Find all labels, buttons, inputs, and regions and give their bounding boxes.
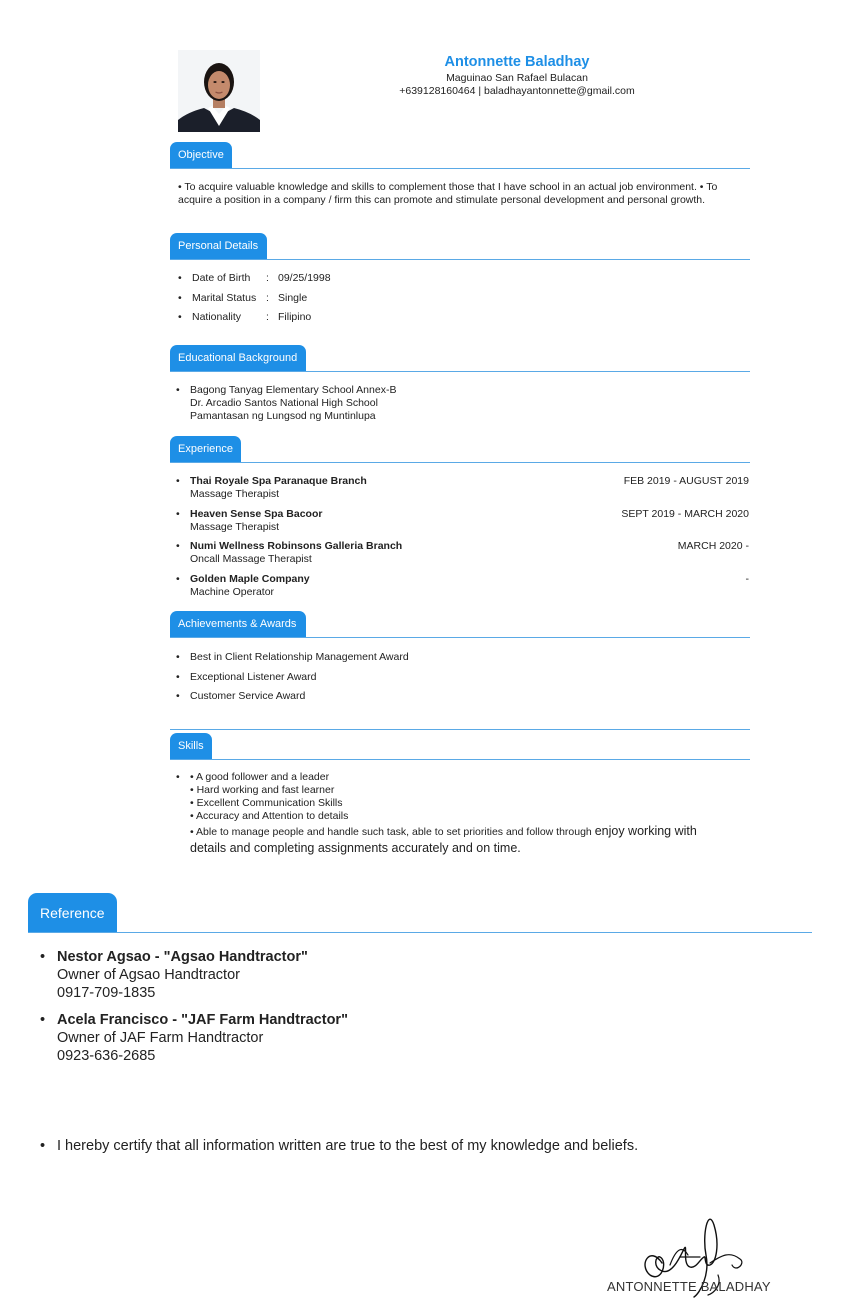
experience-title: Experience [170,436,241,462]
list-item: • Customer Service Award [170,690,670,703]
job-date: - [745,572,749,585]
skill-text-large: enjoy working with [594,824,697,838]
list-item [170,540,749,566]
school-name: Dr. Arcadio Santos National High School [190,397,378,409]
skill-line: • Excellent Communication Skills [190,797,343,809]
skills-list [170,771,750,856]
education-title: Educational Background [170,345,306,371]
profile-photo [178,50,260,132]
skills-header [170,729,750,761]
school-name: • Bagong Tanyag Elementary School Annex-B [190,384,397,396]
skill-line: • • A good follower and a leader [190,771,330,783]
section-divider [170,637,750,638]
skill-line: • Hard working and fast learner [190,784,335,796]
job-role: Oncall Massage Therapist [190,553,312,565]
company-name: • Numi Wellness Robinsons Galleria Branch [190,540,403,552]
reference-title: Reference [28,893,117,933]
detail-label: Date of Birth [192,272,251,284]
skill-text-small: • Able to manage people and handle such task, able to set priorities and follow through [190,826,592,838]
reference-phone: 0917-709-1835 [57,985,156,1001]
list-item: • Date of Birth : 09/25/1998 [172,272,572,285]
job-role: Massage Therapist [190,488,280,500]
list-item: • Nationality : Filipino [172,311,572,324]
job-date: SEPT 2019 - MARCH 2020 [621,507,749,520]
reference-phone: 0923-636-2685 [57,1048,156,1064]
achievements-list [170,651,670,703]
detail-value: Single [278,291,308,304]
list-item [170,384,570,423]
objective-header [170,142,750,170]
company-name: • Heaven Sense Spa Bacoor [190,507,323,520]
detail-label: Nationality [192,311,242,323]
objective-text: • To acquire valuable knowledge and skills to complement those that I have school in an actual job environment. • To acquire a position in a company / firm this can promote and stimulate personal development and personal growth. [178,181,718,206]
reference-list [34,948,734,1065]
company-name: • Thai Royale Spa Paranaque Branch [190,475,367,487]
section-divider [170,168,750,169]
list-item [170,771,750,856]
company-name: • Golden Maple Company [190,572,310,585]
experience-header [170,436,750,464]
section-divider [170,462,750,463]
personal-details-title: Personal Details [170,233,267,259]
list-item [34,1011,734,1065]
job-date: FEB 2019 - AUGUST 2019 [623,475,749,487]
personal-details-header [170,233,750,261]
section-divider [170,259,750,260]
skill-line: • Accuracy and Attention to details [190,810,349,822]
section-divider [170,729,750,730]
list-item [34,948,734,1002]
signature-printed-name: ANTONNETTE BALADHAY [607,1279,771,1294]
personal-details-list [172,272,572,324]
detail-value: Filipino [278,311,312,323]
job-date: MARCH 2020 - [677,540,749,552]
job-role: Massage Therapist [190,520,280,533]
list-item [170,475,749,501]
achievements-title: Achievements & Awards [170,611,306,637]
reference-role: Owner of JAF Farm Handtractor [57,1030,264,1046]
skill-line [190,823,750,840]
certification-statement: • I hereby certify that all information written are true to the best of my knowledge and beliefs. [34,1137,814,1155]
resume-name: Antonnette Baladhay [444,54,590,70]
section-divider [170,759,750,760]
list-item: • Best in Client Relationship Management Award [170,651,670,664]
profile-photo-image [178,50,260,132]
list-item: • Marital Status : Single [172,292,572,305]
education-list [170,384,570,423]
objective-title: Objective [170,142,232,168]
job-role: Machine Operator [190,585,275,598]
address: Maguinao San Rafael Bulacan [446,72,588,84]
detail-label: Marital Status [192,291,257,304]
school-name: Pamantasan ng Lungsod ng Muntinlupa [190,410,376,422]
section-divider [170,371,750,372]
list-item [170,508,749,534]
detail-value: 09/25/1998 [278,272,331,284]
section-divider [28,932,812,933]
experience-list [170,475,749,599]
skills-title: Skills [170,733,212,759]
reference-role: Owner of Agsao Handtractor [57,967,240,983]
achievements-header [170,611,750,639]
reference-name: • Nestor Agsao - "Agsao Handtractor" [57,949,308,965]
reference-name: • Acela Francisco - "JAF Farm Handtractor" [57,1012,348,1028]
education-header [170,345,750,373]
list-item [170,573,749,599]
contact-line: +639128160464 | baladhayantonnette@gmail.com [399,85,635,97]
certification-list [34,1137,814,1155]
skill-line: details and completing assignments accurately and on time. [190,841,521,855]
list-item: • Exceptional Listener Award [170,671,670,684]
